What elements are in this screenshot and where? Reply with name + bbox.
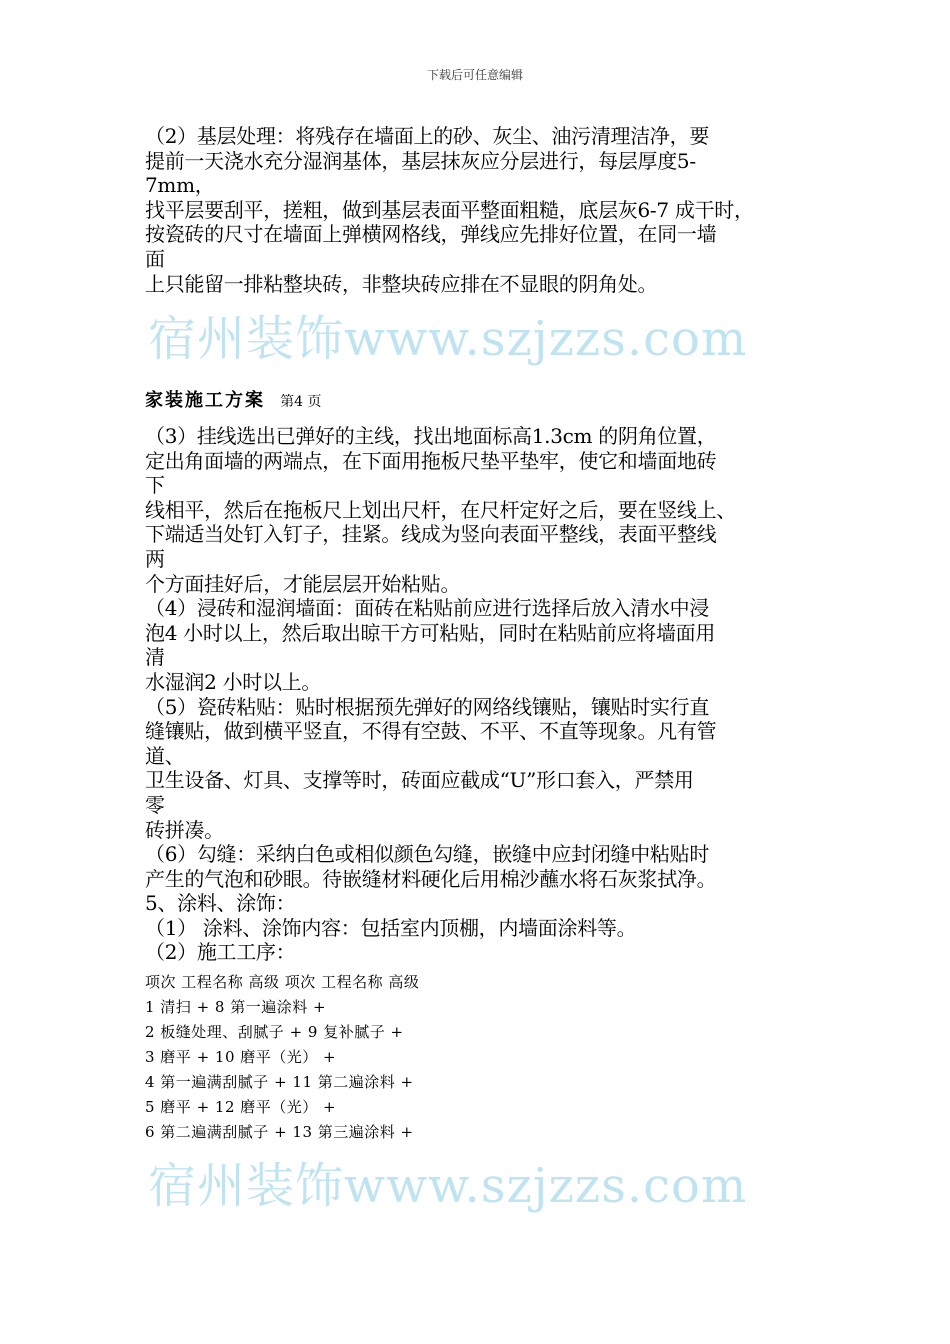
text-line: 线相平，然后在拖板尺上划出尺杆，在尺杆定好之后，要在竖线上、 (145, 497, 736, 522)
body-paragraph-1 (145, 124, 835, 296)
table-row: 5 磨平 + 12 磨平（光） + (145, 1098, 337, 1116)
text-line: 上只能留一排粘整块砖，非整块砖应排在不显眼的阴角处。 (145, 271, 658, 296)
text-line: 下端适当处钉入钉子，挂紧。线成为竖向表面平整线，表面平整线 (145, 522, 717, 547)
section-title: 家装施工方案 (145, 390, 265, 411)
text-line: 零 (145, 792, 165, 817)
text-line: （2）基层处理：将残存在墙面上的砂、灰尘、油污清理洁净，要 (145, 124, 710, 148)
text-line: 下 (145, 473, 165, 498)
text-line: 按瓷砖的尺寸在墙面上弹横网格线，弹线应先排好位置，在同一墙 (145, 222, 717, 247)
text-line: 5、涂料、涂饰： (145, 891, 296, 916)
text-line: 提前一天浇水充分湿润基体，基层抹灰应分层进行，每层厚度5- (145, 148, 696, 173)
text-line: （1） 涂料、涂饰内容：包括室内顶棚，内墙面涂料等。 (145, 915, 637, 940)
text-line: 定出角面墙的两端点，在下面用拖板尺垫平垫牢，使它和墙面地砖 (145, 448, 717, 473)
watermark-top: 宿州装饰www.szjzzs.com (148, 311, 748, 367)
text-line: 缝镶贴，做到横平竖直，不得有空鼓、不平、不直等现象。凡有管 (145, 719, 717, 744)
page-header-note: 下载后可任意编辑 (426, 68, 523, 82)
body-paragraph-2 (145, 424, 835, 965)
table-row: 2 板缝处理、刮腻子 + 9 复补腻子 + (145, 1023, 404, 1041)
text-line: （2）施工工序： (145, 940, 296, 965)
text-line: 道、 (145, 743, 185, 768)
table-row: 项次 工程名称 高级 项次 工程名称 高级 (145, 973, 420, 991)
text-line: （5）瓷砖粘贴：贴时根据预先弹好的网络线镶贴，镶贴时实行直 (145, 694, 710, 719)
table-row: 1 清扫 + 8 第一遍涂料 + (145, 998, 327, 1016)
table-row: 4 第一遍满刮腻子 + 11 第二遍涂料 + (145, 1073, 414, 1091)
process-table (145, 970, 745, 1145)
section-header (145, 386, 321, 412)
text-line: 卫生设备、灯具、支撑等时，砖面应截成“U”形口套入，严禁用 (145, 768, 694, 793)
text-line: 两 (145, 546, 165, 571)
page-number: 第4 页 (280, 394, 322, 410)
text-line: （3）挂线选出已弹好的主线，找出地面标高1.3cm 的阴角位置， (145, 424, 717, 448)
table-row: 3 磨平 + 10 磨平（光） + (145, 1048, 337, 1066)
text-line: 找平层要刮平，搓粗，做到基层表面平整面粗糙，底层灰6-7 成干时， (145, 197, 754, 222)
text-line: 面 (145, 246, 165, 271)
watermark-bottom: 宿州装饰www.szjzzs.com (148, 1158, 748, 1214)
text-line: （4）浸砖和湿润墙面：面砖在粘贴前应进行选择后放入清水中浸 (145, 596, 710, 621)
text-line: 砖拼凑。 (145, 817, 224, 842)
text-line: 个方面挂好后，才能层层开始粘贴。 (145, 571, 461, 596)
text-line: 清 (145, 645, 165, 670)
text-line: 产生的气泡和砂眼。待嵌缝材料硬化后用棉沙蘸水将石灰浆拭净。 (145, 866, 717, 891)
text-line: 泡4 小时以上，然后取出晾干方可粘贴，同时在粘贴前应将墙面用 (145, 620, 716, 645)
text-line: 水湿润2 小时以上。 (145, 669, 322, 694)
text-line: 7mm， (145, 173, 215, 198)
text-line: （6）勾缝：采纳白色或相似颜色勾缝，嵌缝中应封闭缝中粘贴时 (145, 842, 710, 867)
table-row: 6 第二遍满刮腻子 + 13 第三遍涂料 + (145, 1123, 414, 1141)
